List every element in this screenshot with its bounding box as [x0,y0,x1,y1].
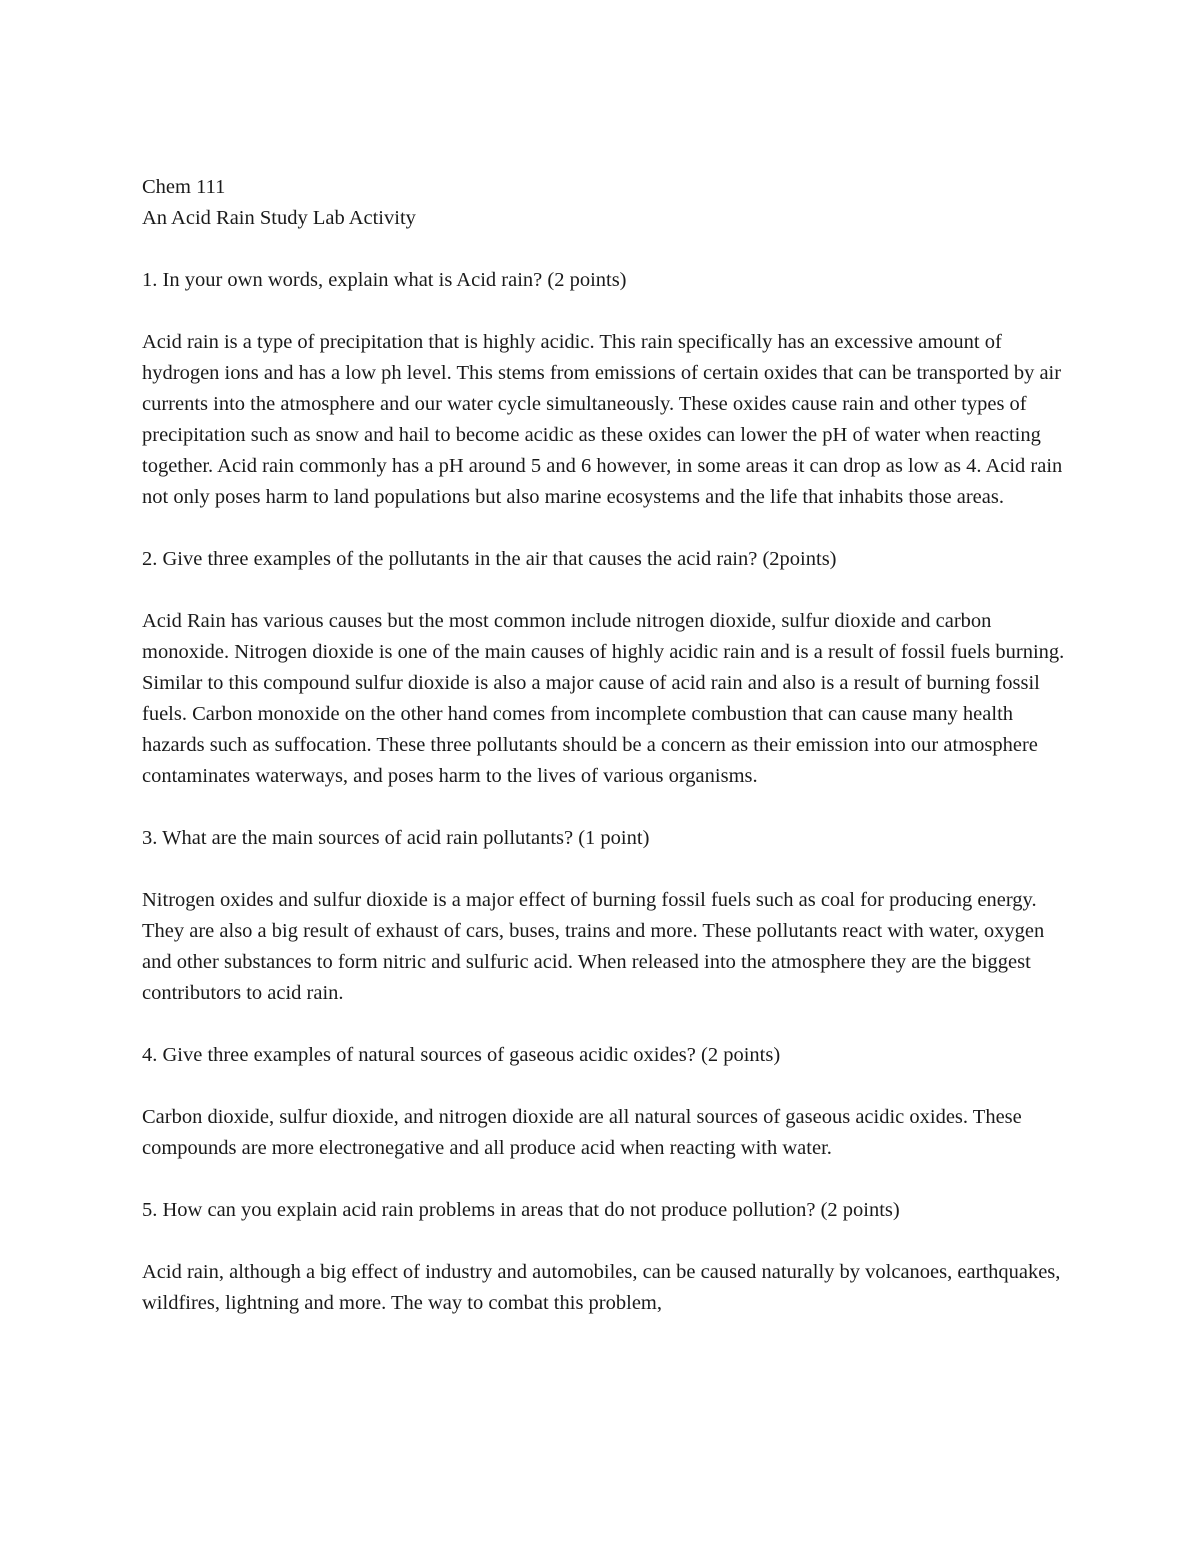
answer-5: Acid rain, although a big effect of industry and automobiles, can be caused naturally by volcanoes, earthquakes, wildfires, lightning and more. The way to combat this problem, [142,1261,1061,1314]
document-title: An Acid Rain Study Lab Activity [142,207,416,229]
document-header [142,172,1072,234]
answer-1: Acid rain is a type of precipitation that is highly acidic. This rain specifically has an excessive amount of hydrogen ions and has a low ph level. This stems from emissions of certain oxides that can be transported by air currents into the atmosphere and our water cycle simultaneously. These oxides cause rain and other types of precipitation such as snow and hail to become acidic as these oxides can lower the pH of water when reacting together. Acid rain commonly has a pH around 5 and 6 however, in some areas it can drop as low as 4. Acid rain not only poses harm to land populations but also marine ecosystems and the life that inhabits those areas. [142,331,1063,508]
question-5: 5. How can you explain acid rain problems in areas that do not produce pollution? (2 points) [142,1199,900,1221]
answer-4: Carbon dioxide, sulfur dioxide, and nitrogen dioxide are all natural sources of gaseous acidic oxides. These compounds are more electronegative and all produce acid when reacting with water. [142,1106,1022,1159]
answer-2: Acid Rain has various causes but the most common include nitrogen dioxide, sulfur dioxide and carbon monoxide. Nitrogen dioxide is one of the main causes of highly acidic rain and is a result of fossil fuels burning. Similar to this compound sulfur dioxide is also a major cause of acid rain and also is a result of burning fossil fuels. Carbon monoxide on the other hand comes from incomplete combustion that can cause many health hazards such as suffocation. These three pollutants should be a concern as their emission into our atmosphere contaminates waterways, and poses harm to the lives of various organisms. [142,610,1065,787]
answer-3: Nitrogen oxides and sulfur dioxide is a major effect of burning fossil fuels such as coal for producing energy. They are also a big result of exhaust of cars, buses, trains and more. These pollutants react with water, oxygen and other substances to form nitric and sulfuric acid. When released into the atmosphere they are the biggest contributors to acid rain. [142,889,1045,1004]
document-body [142,172,1072,1350]
question-3: 3. What are the main sources of acid rain pollutants? (1 point) [142,827,650,849]
question-2: 2. Give three examples of the pollutants in the air that causes the acid rain? (2points) [142,548,837,570]
question-1: 1. In your own words, explain what is Acid rain? (2 points) [142,269,627,291]
question-4: 4. Give three examples of natural sources of gaseous acidic oxides? (2 points) [142,1044,781,1066]
course-name: Chem 111 [142,176,226,198]
